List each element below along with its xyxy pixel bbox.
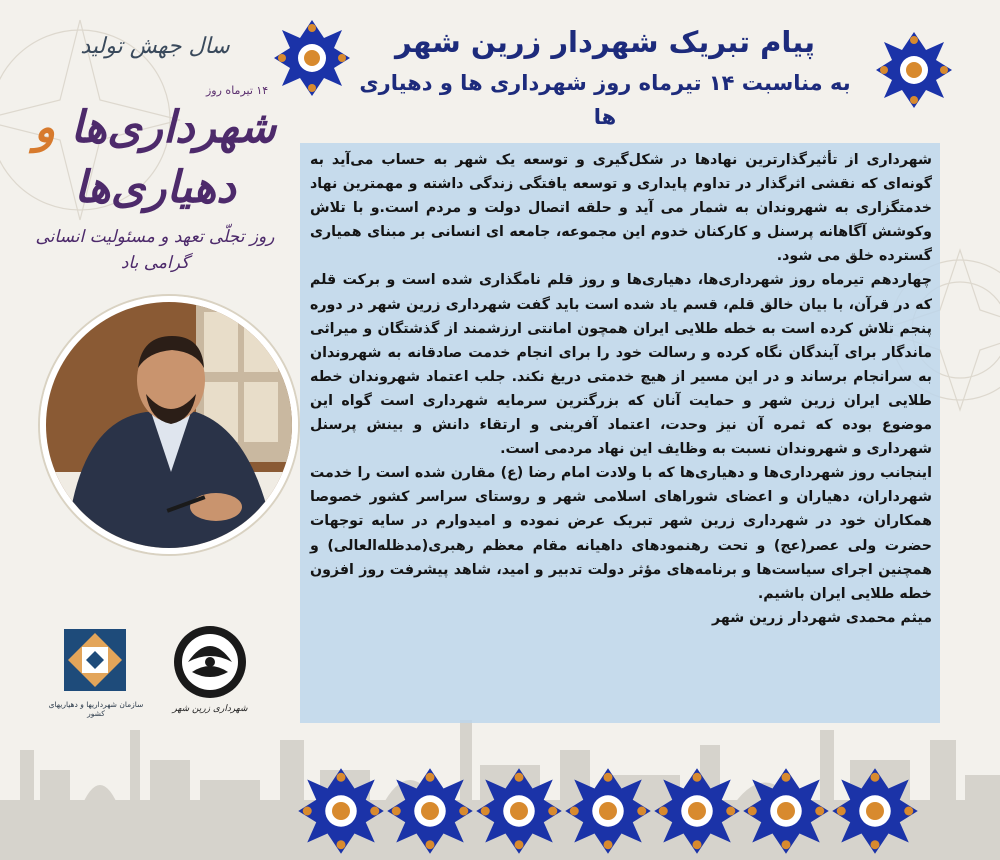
page-title: پیام تبریک شهردار زرین شهر xyxy=(395,25,815,59)
occasion-title xyxy=(20,98,290,218)
occasion-date: ۱۴ تیرماه روز xyxy=(206,84,269,97)
occasion-title-end: دهیاری‌ها xyxy=(74,162,236,213)
tile-ornament-bottom-1 xyxy=(296,766,386,856)
occasion-title-conjunction: و xyxy=(33,102,56,153)
page-subtitle: به مناسبت ۱۴ تیرماه روز شهرداری ها و دهیاری ها xyxy=(359,71,851,129)
mayor-portrait xyxy=(40,296,298,554)
municipalities-organization-logo xyxy=(60,625,130,695)
tile-ornament-bottom-4 xyxy=(563,766,653,856)
year-slogan: سال جهش تولید xyxy=(80,34,230,59)
message-paragraph-3: اینجانب روز شهرداری‌ها و دهیاری‌ها که با ولادت امام رضا (ع) مقارن شده است را خدمت شهرداران، دهیاران و اعضای شوراهای اسلامی شهر و روستای سراسر کشور خصوصا همکاران خود در شهرداری زرین شهر تبریک عرض نموده و امیدوارم در سایه توجهات حضرت ولی عصر(عج) و تحت رهنمودهای داهیانه مقام معظم رهبری(مدظله‌العالی) و همچنین اجرای سیاست‌ها و برنامه‌های مؤثر دولت تدبیر و امید، شاهد پیشرفت روز افزون خطه طلایی ایران باشیم. xyxy=(310,465,932,602)
portrait-image xyxy=(46,302,292,548)
tile-ornament-bottom-7 xyxy=(830,766,920,856)
organization-logo-caption: سازمان شهرداریها و دهیاریهای کشور xyxy=(48,700,144,718)
congratulation-message xyxy=(310,148,932,630)
header xyxy=(350,22,860,134)
tile-ornament-bottom-5 xyxy=(652,766,742,856)
message-paragraph-2: چهاردهم تیرماه روز شهرداری‌ها، دهیاری‌ها و روز قلم نامگذاری شده است و برکت قلم که در قرآن، با بیان خالق قلم، قسم یاد شده است باید گفت شهرداری زرین شهر در دوره پنجم تلاش کرده است به خطه طلایی ایران همچون امانتی ارزشمند از گذشتگان و میراثی ماندگار برای آیندگان نگاه کرده و رسالت خود را برای انجام خدمت صادقانه به شهروندان به سرانجام برساند و در این مسیر از هیچ خدمتی دریغ نکند. جلب اعتماد شهروندان خطه طلایی ایران زرین شهر و حمایت آنان که بزرگترین سرمایه شهرداری است گواه این موضوع بوده که ثمره آن نیز وحدت، اعتماد آفرینی و ارتقاء دانش و بینش پرسنل شهرداری و شهروندان نسبت به وظایف این نهاد مردمی است. xyxy=(310,272,932,458)
message-paragraph-1: شهرداری از تأثیرگذارترین نهادها در شکل‌گیری و توسعه یک شهر به حساب می‌آید به گونه‌ای که نقشی اثرگذار در تداوم پایداری و توسعه یافتگی زندگی داشته و مهمترین نهاد خدمتگزاری به شهروندان به شمار می آید و حلقه اتصال دولت و مردم است.و با تلاش وکوشش آگاهانه پرسنل و کارکنان خدوم این مجموعه، جامعه ای انسانی بر مبنای همیاری گسترده خلق می شود. xyxy=(310,152,932,265)
city-logo-caption: شهرداری زرین شهر xyxy=(172,704,248,714)
tile-ornament-bottom-3 xyxy=(474,766,564,856)
signature: میثم محمدی شهردار زرین شهر xyxy=(712,609,932,626)
occasion-slogan: روز تجلّی تعهد و مسئولیت انسانی گرامی باد xyxy=(35,227,275,273)
zarrin-shahr-municipality-logo xyxy=(168,620,252,704)
tile-ornament-top-right xyxy=(874,30,954,110)
occasion-title-main: شهرداری‌ها xyxy=(70,102,277,153)
tile-ornament-bottom-6 xyxy=(741,766,831,856)
tile-ornament-bottom-2 xyxy=(385,766,475,856)
occasion-heading xyxy=(20,30,290,276)
